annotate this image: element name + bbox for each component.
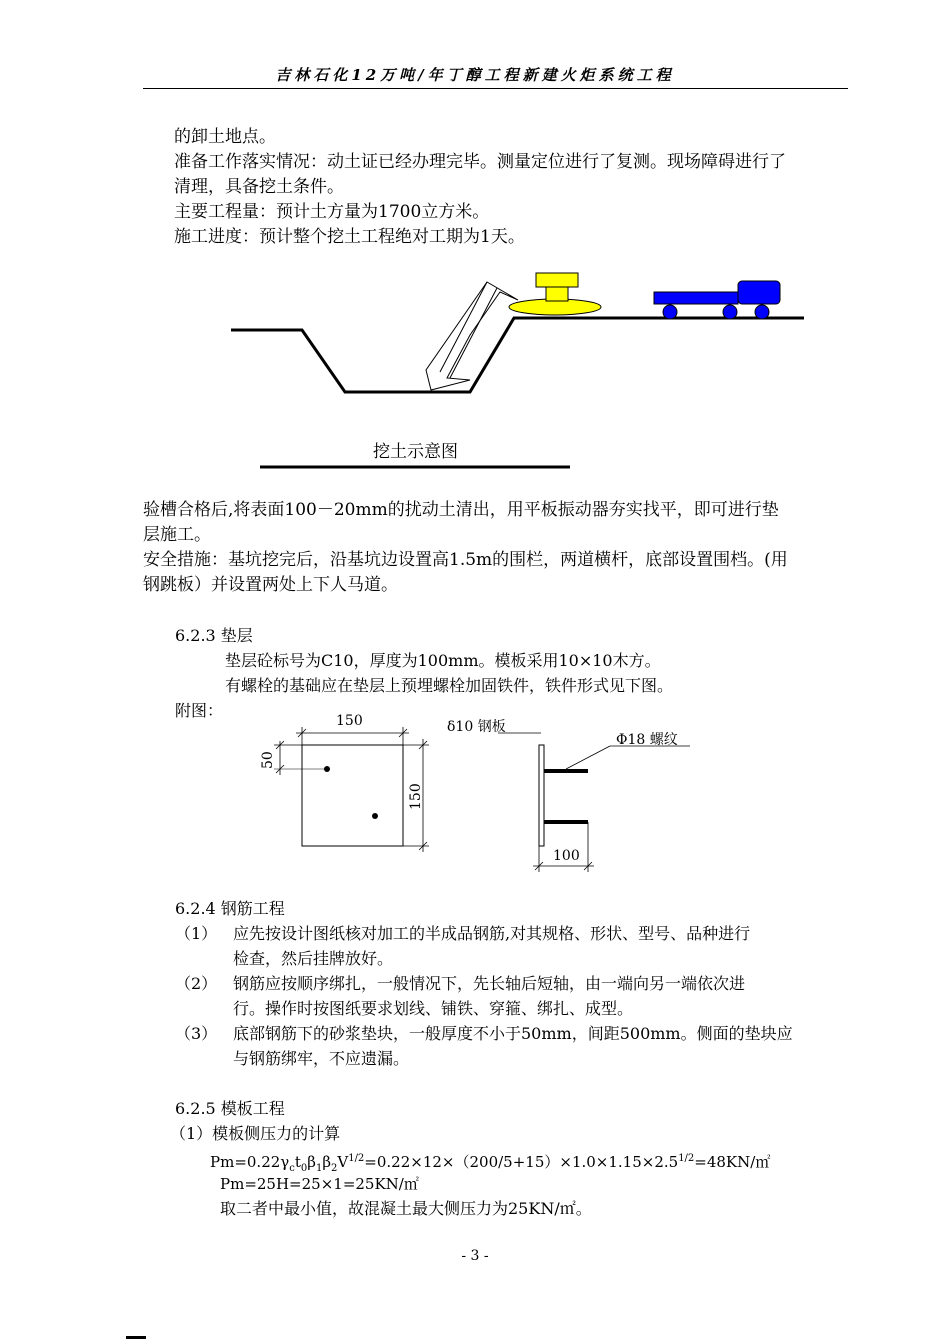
dim-top-label: 150 [336, 713, 363, 729]
list-item-line: 与钢筋绑牢，不应遗漏。 [233, 1049, 410, 1068]
document-header: 吉林石化12万吨/年丁醇工程新建火炬系统工程 [275, 66, 675, 84]
plate-label: δ10 钢板 [447, 719, 506, 735]
list-item-line: 钢筋应按顺序绑扎，一般情况下，先长轴后短轴，由一端向另一端依次进 [233, 974, 746, 993]
section-623-line-1: 垫层砼标号为C10，厚度为100mm。模板采用10×10木方。 [225, 651, 661, 670]
intro-line-2: 准备工作落实情况：动土证已经办理完毕。测量定位进行了复测。现场障碍进行了 [174, 152, 786, 172]
conclusion: 取二者中最小值，故混凝土最大侧压力为25KN/㎡。 [220, 1199, 592, 1218]
truck-wheel [755, 305, 769, 319]
after-line-3: 安全措施：基坑挖完后，沿基坑边设置高1.5m的围栏，两道横杆，底部设置围档。(用 [143, 550, 788, 570]
excavator-body [546, 287, 568, 301]
truck-cab [738, 281, 780, 304]
dim-bottom-label: 100 [553, 848, 580, 864]
attach-label: 附图： [175, 701, 224, 720]
dim-right-label: 150 [408, 783, 424, 810]
truck-wheel [663, 305, 677, 319]
list-item-line: 应先按设计图纸核对加工的半成品钢筋,对其规格、形状、型号、品种进行 [233, 924, 751, 943]
intro-line-5: 施工进度：预计整个挖土工程绝对工期为1天。 [174, 227, 525, 247]
section-624-heading: 6.2.4 钢筋工程 [175, 899, 285, 918]
truck-wheel [723, 305, 737, 319]
formula-1: $Pm=0.22\gamma_ct_0\beta_1\beta_2V^{1/2}=0.22\times 12\times(200/5+15)\times 1.0\times 1.15\times 2.5^{1/2}=48KN/㎡$ [210, 1153, 771, 1174]
truck-bed [654, 292, 738, 304]
page-number: - 3 - [461, 1248, 489, 1264]
after-line-1: 验槽合格后,将表面100－20mm的扰动土清出，用平板振动器夯实找平，即可进行垫 [143, 500, 779, 520]
section-625-heading: 6.2.5 模板工程 [175, 1099, 285, 1118]
after-line-2: 层施工。 [143, 525, 211, 545]
figure-caption: 挖土示意图 [373, 442, 458, 462]
excavator-arm [426, 282, 518, 390]
list-item-number: （1） [175, 924, 218, 943]
after-line-4: 钢跳板）并设置两处上下人马道。 [143, 575, 398, 595]
section-623-line-2: 有螺栓的基础应在垫层上预埋螺栓加固铁件，铁件形式见下图。 [225, 676, 674, 695]
intro-line-3: 清理，具备挖土条件。 [174, 177, 344, 197]
intro-line-1: 的卸土地点。 [174, 127, 276, 147]
bolt-hole [372, 813, 378, 819]
header-rule [143, 88, 848, 89]
dim-left-label: 50 [260, 751, 276, 769]
section-625-sub: （1）模板侧压力的计算 [170, 1124, 341, 1143]
footer-mark [126, 1336, 146, 1339]
list-item-number: （2） [175, 974, 218, 993]
plate-outline [302, 745, 403, 846]
bolt-hole [324, 766, 330, 772]
list-item-line: 底部钢筋下的砂浆垫块，一般厚度不小于50mm，间距500mm。侧面的垫块应 [233, 1024, 793, 1043]
plate-side-view [539, 745, 544, 846]
bolt-label: Φ18 螺纹 [616, 732, 678, 748]
intro-line-4: 主要工程量：预计土方量为1700立方米。 [174, 202, 490, 222]
list-item-line: 检查，然后挂牌放好。 [233, 949, 394, 968]
formula-2: Pm=25H=25×1=25KN/㎡ [220, 1175, 419, 1193]
section-623-heading: 6.2.3 垫层 [175, 626, 253, 645]
excavator-cab [536, 273, 578, 287]
list-item-number: （3） [175, 1024, 218, 1043]
list-item-line: 行。操作时按图纸要求划线、铺铁、穿箍、绑扎、成型。 [233, 999, 634, 1018]
excavator-tracks [509, 299, 601, 315]
trench-profile [231, 318, 804, 392]
